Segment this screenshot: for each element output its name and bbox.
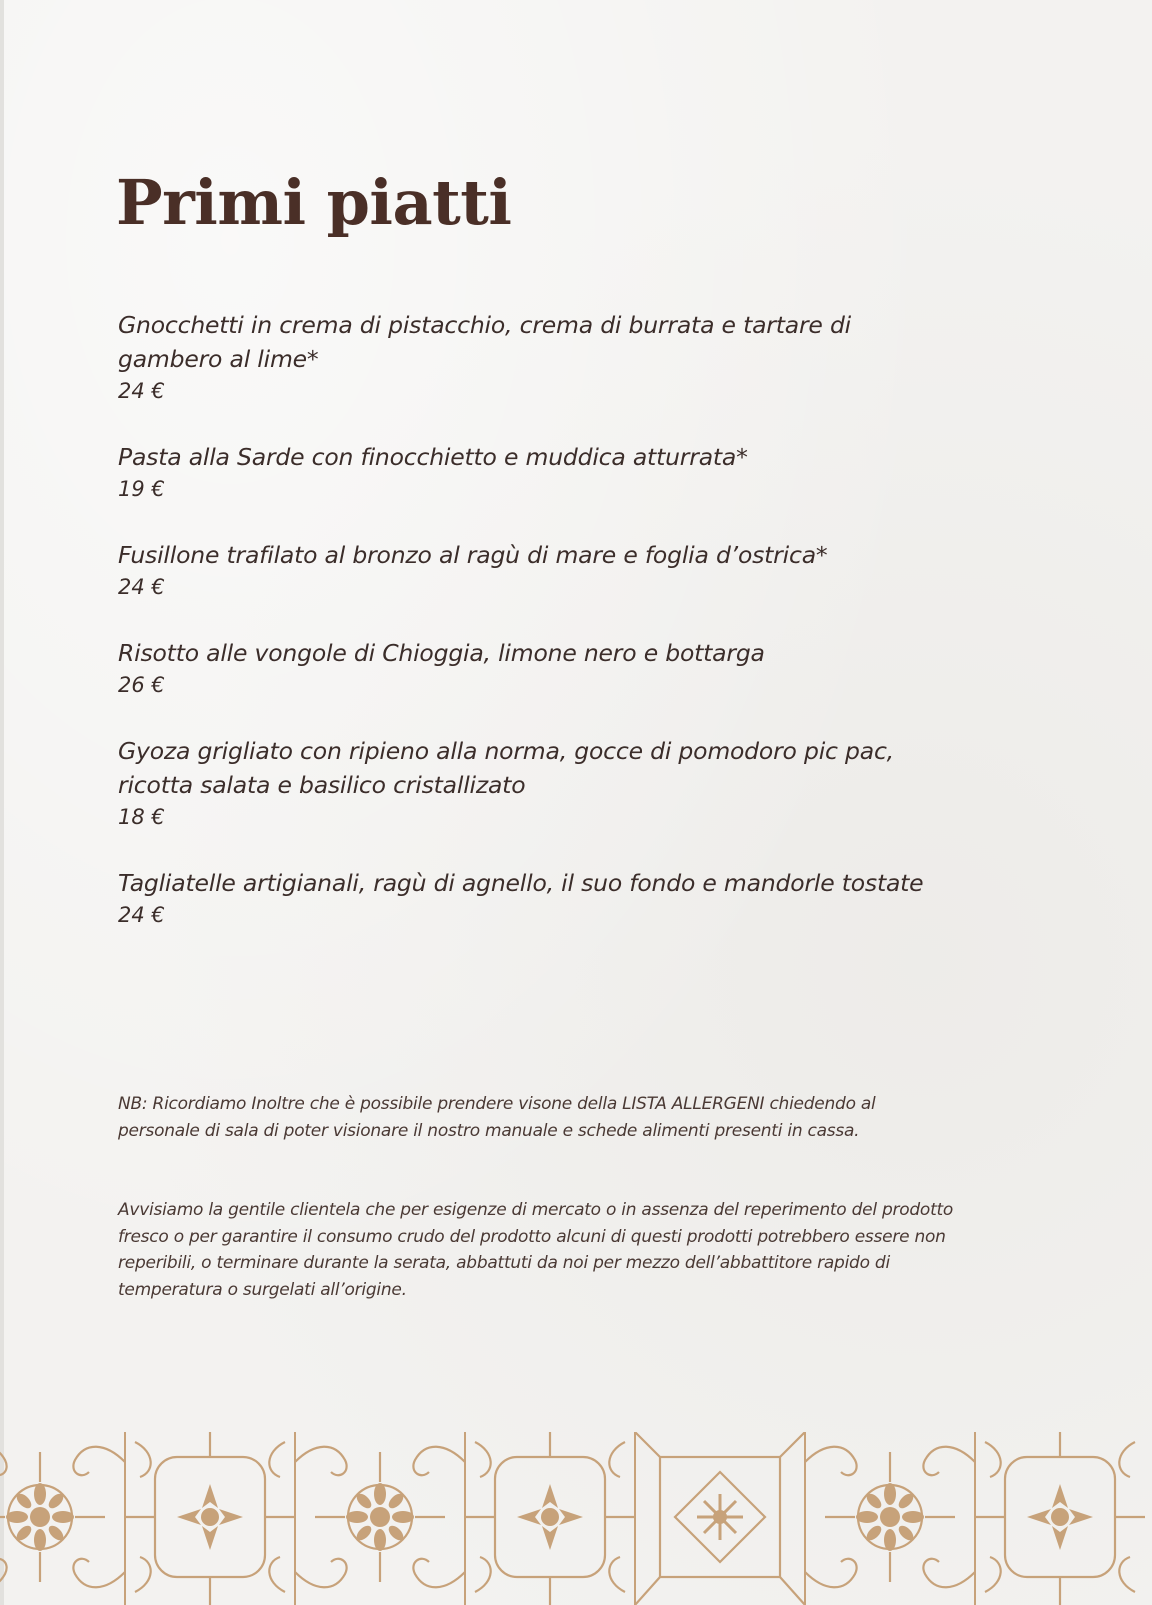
dish-name: Gyoza grigliato con ripieno alla norma, gocce di pomodoro pic pac, ricotta salata e basilico cristallizato [118, 737, 894, 799]
dish-price: 24 € [118, 379, 165, 403]
dish-name: Tagliatelle artigianali, ragù di agnello, il suo fondo e mandorle tostate [118, 869, 924, 897]
menu-item [118, 538, 998, 602]
dish-price: 18 € [118, 805, 165, 829]
dish-price: 19 € [118, 477, 165, 501]
dish-name: Pasta alla Sarde con finocchietto e muddica atturrata* [118, 443, 748, 471]
availability-note: Avvisiamo la gentile clientela che per esigenze di mercato o in assenza del reperimento del prodotto fresco o per garantire il consumo crudo del prodotto alcuni di questi prodotti potrebbero essere non reperibili, o terminare durante la serata, abbattuti da noi per mezzo dell’abbattitore rapido di temperatura o surgelati all’origine. [118, 1200, 954, 1300]
allergen-note: NB: Ricordiamo Inoltre che è possibile prendere visone della LISTA ALLERGENI chiedendo al personale di sala di poter visionare il nostro manuale e schede alimenti presenti in cassa. [118, 1094, 876, 1141]
dish-price: 26 € [118, 673, 165, 697]
dish-name: Risotto alle vongole di Chioggia, limone nero e bottarga [118, 639, 765, 667]
menu-item [118, 636, 998, 700]
dish-name: Gnocchetti in crema di pistacchio, crema di burrata e tartare di gambero al lime* [118, 311, 851, 373]
menu-list [118, 308, 998, 964]
page-title: Primi piatti [116, 166, 512, 239]
menu-item [118, 308, 998, 406]
menu-item [118, 866, 998, 930]
page-edge [0, 0, 4, 1605]
dish-name: Fusillone trafilato al bronzo al ragù di mare e foglia d’ostrica* [118, 541, 828, 569]
menu-item [118, 440, 998, 504]
dish-price: 24 € [118, 903, 165, 927]
majolica-tile-border-icon [0, 1432, 1152, 1605]
dish-price: 24 € [118, 575, 165, 599]
menu-item [118, 734, 998, 832]
